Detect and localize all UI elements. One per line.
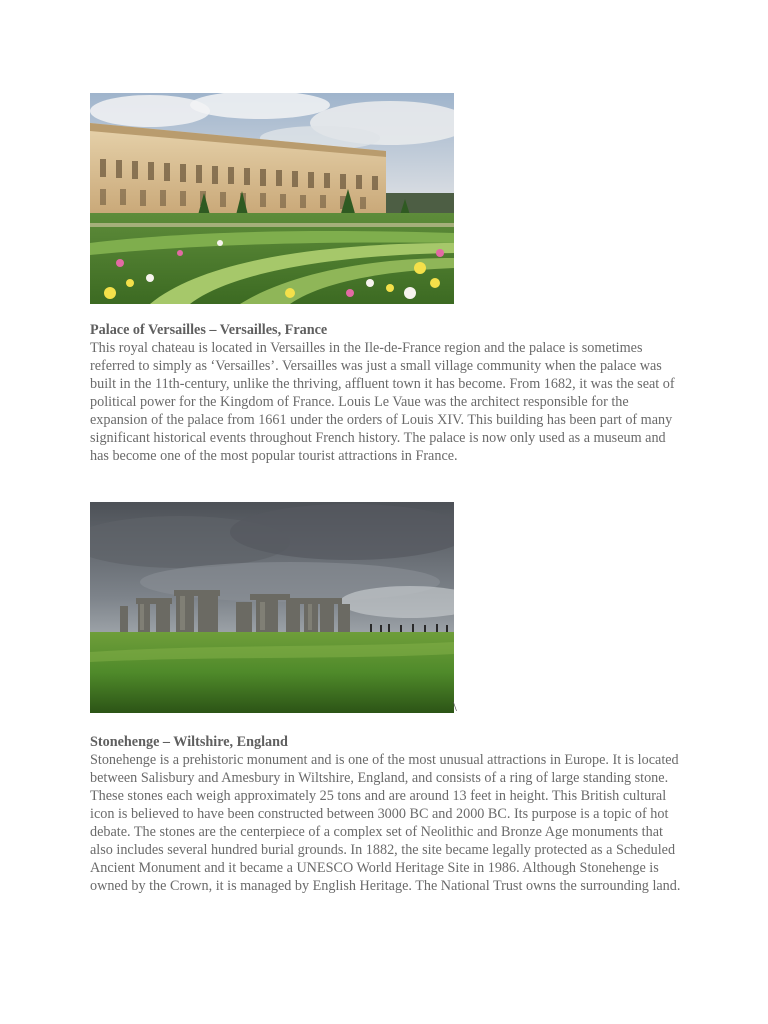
section-title: Stonehenge – Wiltshire, England [90,734,288,750]
stonehenge-photo [90,502,454,713]
section-body: This royal chateau is located in Versailles in the Ile-de-France region and the palace is sometimes referred to simply as ‘Versailles’. Versailles was just a small village community when the palace was built in the 11th-century, unlike the thriving, affluent town it has become. From 1682, it was the seat of political power for the Kingdom of France. Louis Le Vaue was the architect responsible for the expansion of the palace from 1661 under the orders of Louis XIV. This building has been part of many significant historical events throughout French history. The palace is now only used as a museum and has become one of the most popular tourist attractions in France. [90,340,675,464]
section-body: Stonehenge is a prehistoric monument and is one of the most unusual attractions in Europe. It is located between Salisbury and Amesbury in Wiltshire, England, and consists of a ring of large standing stone. These stones each weigh approximately 25 tons and are around 13 feet in height. This British cultural icon is believed to have been constructed between 3000 BC and 2000 BC. Its purpose is a topic of hot debate. The stones are the centerpiece of a complex set of Neolithic and Bronze Age monuments that also includes several hundred burial grounds. In 1882, the site became legally protected as a Scheduled Ancient Monument and it became a UNESCO World Heritage Site in 1986. Although Stonehenge is owned by the Crown, it is managed by English Heritage. The National Trust owns the surrounding land. [90,752,681,894]
versailles-section [90,321,682,465]
versailles-illustration [90,93,454,304]
stonehenge-illustration [90,502,454,713]
stonehenge-section [90,733,682,895]
section-title: Palace of Versailles – Versailles, France [90,322,328,338]
versailles-photo [90,93,454,304]
stray-backslash: \ [453,700,457,715]
